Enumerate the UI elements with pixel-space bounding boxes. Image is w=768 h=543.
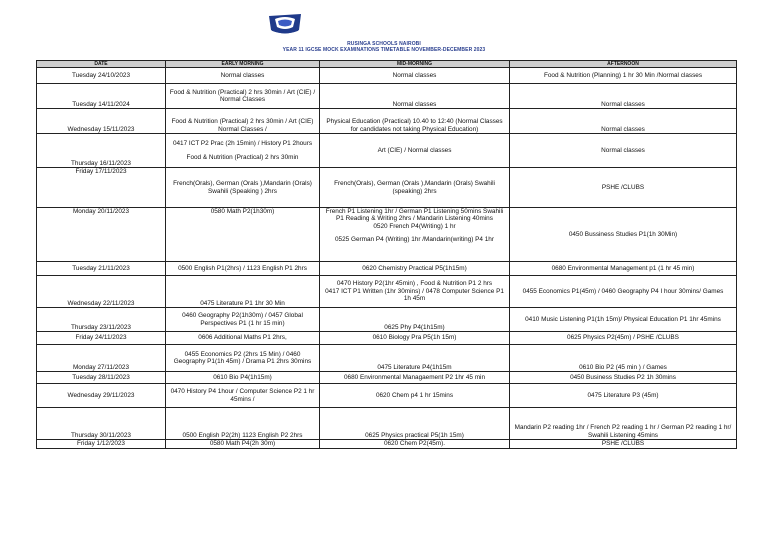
table-row bbox=[37, 408, 737, 440]
afternoon-cell: 0475 Literature P3 (45m) bbox=[510, 384, 737, 408]
early-cell: 0580 Math P2(1h30m) bbox=[166, 208, 320, 262]
early-cell: Normal classes bbox=[166, 68, 320, 84]
col-header-date: DATE bbox=[37, 61, 166, 68]
table-row bbox=[37, 345, 737, 372]
mid-cell: 0680 Environmental Managaement P2 1hr 45 min bbox=[320, 372, 510, 384]
date-cell: Wednesday 29/11/2023 bbox=[37, 384, 166, 408]
col-header-afternoon: AFTERNOON bbox=[510, 61, 737, 68]
exam-timetable bbox=[36, 60, 737, 449]
date-cell: Thursday 16/11/2023 bbox=[37, 134, 166, 168]
mid-cell: 0620 Chemistry Practical P5(1h15m) bbox=[320, 262, 510, 276]
date-cell: Monday 20/11/2023 bbox=[37, 208, 166, 262]
table-row bbox=[37, 308, 737, 332]
school-crest-icon bbox=[266, 12, 304, 36]
table-row bbox=[37, 208, 737, 262]
afternoon-cell: 0455 Economics P1(45m) / 0460 Geography P4 I hour 30mins/ Games bbox=[510, 276, 737, 308]
mid-slot-top: French P1 Listening 1hr / German P1 Listening 50mins Swahili P1 Reading & Writing 2hrs / Mandarin Listening 40mins bbox=[325, 208, 504, 223]
mid-cell: Physical Education (Practical) 10.40 to 12:40 (Normal Classes for candidates not taking Physical Education) bbox=[320, 109, 510, 134]
mid-slot-middle: 0520 French P4(Writing) 1 hr bbox=[373, 222, 456, 230]
early-cell: French(Orals), German (Orals ),Mandarin (Orals) Swahili (Speaking ) 2hrs bbox=[166, 168, 320, 208]
afternoon-cell: 0450 Bussiness Studies P1(1h 30Min) bbox=[510, 208, 737, 262]
mid-cell: 0475 Literature P4(1h15m bbox=[320, 345, 510, 372]
school-name: RUSINGA SCHOOLS NAIROBI bbox=[347, 41, 421, 47]
mid-slot-bottom: 0525 German P4 (Writing) 1hr /Mandarin(writing) P4 1hr bbox=[334, 236, 494, 244]
early-cell: 0580 Math P4(2h 30m) bbox=[166, 440, 320, 449]
mid-cell: Normal classes bbox=[320, 68, 510, 84]
table-row bbox=[37, 384, 737, 408]
header-row bbox=[37, 61, 737, 68]
date-cell: Friday 24/11/2023 bbox=[37, 332, 166, 345]
early-cell: Food & Nutrition (Practical) 2 hrs 30min / Art (CIE) / Normal Classes bbox=[166, 84, 320, 109]
afternoon-cell: 0410 Music Listening P1(1h 15m)/ Physical Education P1 1hr 45mins bbox=[510, 308, 737, 332]
mid-cell: 0620 Chem p4 1 hr 15mins bbox=[320, 384, 510, 408]
afternoon-cell: Mandarin P2 reading 1hr / French P2 reading 1 hr / German P2 reading 1 hr/ Swahili Listening 45mins bbox=[510, 408, 737, 440]
date-cell: Friday 1/12/2023 bbox=[37, 440, 166, 449]
table-row bbox=[37, 332, 737, 345]
mid-slot-top: 0470 History P2(1hr 45min) , Food & Nutrition P1 2 hrs bbox=[336, 280, 493, 288]
date-cell: Tuesday 21/11/2023 bbox=[37, 262, 166, 276]
date-cell: Wednesday 15/11/2023 bbox=[37, 109, 166, 134]
table-row bbox=[37, 372, 737, 384]
early-cell: Food & Nutrition (Practical) 2 hrs 30min / Art (CIE) Normal Classes / bbox=[166, 109, 320, 134]
mid-cell: French(Orals), German (Orals ),Mandarin (Orals) Swahili (speaking) 2hrs bbox=[320, 168, 510, 208]
early-cell: 0460 Geography P2(1h30m) / 0457 Global Perspectives P1 (1 hr 15 min) bbox=[166, 308, 320, 332]
afternoon-cell: Normal classes bbox=[510, 134, 737, 168]
early-cell bbox=[166, 134, 320, 168]
early-cell: 0606 Additional Maths P1 2hrs, bbox=[166, 332, 320, 345]
table-row bbox=[37, 276, 737, 308]
afternoon-cell: 0625 Physics P2(45m) / PSHE /CLUBS bbox=[510, 332, 737, 345]
afternoon-cell: Food & Nutrition (Planning) 1 hr 30 Min /Normal classes bbox=[510, 68, 737, 84]
col-header-early-morning: EARLY MORNING bbox=[166, 61, 320, 68]
mid-cell: 0625 Physics practical P5(1h 15m) bbox=[320, 408, 510, 440]
mid-slot-bottom: 0417 ICT P1 Written (1hr 30mins) / 0478 Computer Science P1 1h 45m bbox=[325, 287, 504, 303]
mid-cell bbox=[320, 208, 510, 262]
mid-cell: 0610 Biology Pra P5(1h 15m) bbox=[320, 332, 510, 345]
date-cell: Tuesday 24/10/2023 bbox=[37, 68, 166, 84]
afternoon-cell: 0680 Environmental Management p1 (1 hr 45 min) bbox=[510, 262, 737, 276]
early-cell: 0475 Literature P1 1hr 30 Min bbox=[166, 276, 320, 308]
mid-cell: 0625 Phy P4(1h15m) bbox=[320, 308, 510, 332]
early-cell: 0610 Bio P4(1h15m) bbox=[166, 372, 320, 384]
early-cell: 0500 English P2(2h) 1123 English P2 2hrs bbox=[166, 408, 320, 440]
mid-cell bbox=[320, 276, 510, 308]
table-row bbox=[37, 134, 737, 168]
table-row bbox=[37, 440, 737, 449]
table-row bbox=[37, 262, 737, 276]
date-cell: Thursday 30/11/2023 bbox=[37, 408, 166, 440]
table-row bbox=[37, 109, 737, 134]
date-cell: Tuesday 14/11/2024 bbox=[37, 84, 166, 109]
date-cell: Wednesday 22/11/2023 bbox=[37, 276, 166, 308]
table-row bbox=[37, 168, 737, 208]
early-slot-bottom: Food & Nutrition (Practical) 2 hrs 30min bbox=[186, 153, 299, 161]
early-cell: 0500 English P1(2hrs) / 1123 English P1 2hrs bbox=[166, 262, 320, 276]
col-header-mid-morning: MID-MORNING bbox=[320, 61, 510, 68]
date-cell: Tuesday 28/11/2023 bbox=[37, 372, 166, 384]
mid-cell: Art (CIE) / Normal classes bbox=[320, 134, 510, 168]
mid-cell: 0620 Chem P2(45m). bbox=[320, 440, 510, 449]
afternoon-cell: PSHE /CLUBS bbox=[510, 440, 737, 449]
date-cell: Monday 27/11/2023 bbox=[37, 345, 166, 372]
timetable-title: YEAR 11 IGCSE MOCK EXAMINATIONS TIMETABLE NOVEMBER-DECEMBER 2023 bbox=[282, 47, 486, 53]
afternoon-cell: 0610 Bio P2 (45 min ) / Games bbox=[510, 345, 737, 372]
table-row bbox=[37, 84, 737, 109]
afternoon-cell: 0450 Business Studies P2 1h 30mins bbox=[510, 372, 737, 384]
early-cell: 0470 History P4 1hour / Computer Science P2 1 hr 45mins / bbox=[166, 384, 320, 408]
afternoon-cell: Normal classes bbox=[510, 109, 737, 134]
date-cell: Friday 17/11/2023 bbox=[37, 168, 166, 208]
afternoon-cell: Normal classes bbox=[510, 84, 737, 109]
early-cell: 0455 Economics P2 (2hrs 15 Min) / 0460 Geography P1(1h 45m) / Drama P1 2hrs 30mins bbox=[166, 345, 320, 372]
afternoon-cell: PSHE /CLUBS bbox=[510, 168, 737, 208]
date-cell: Thursday 23/11/2023 bbox=[37, 308, 166, 332]
early-slot-top: 0417 ICT P2 Prac (2h 15min) / History P1 2hours bbox=[172, 140, 313, 148]
mid-cell: Normal classes bbox=[320, 84, 510, 109]
table-row bbox=[37, 68, 737, 84]
